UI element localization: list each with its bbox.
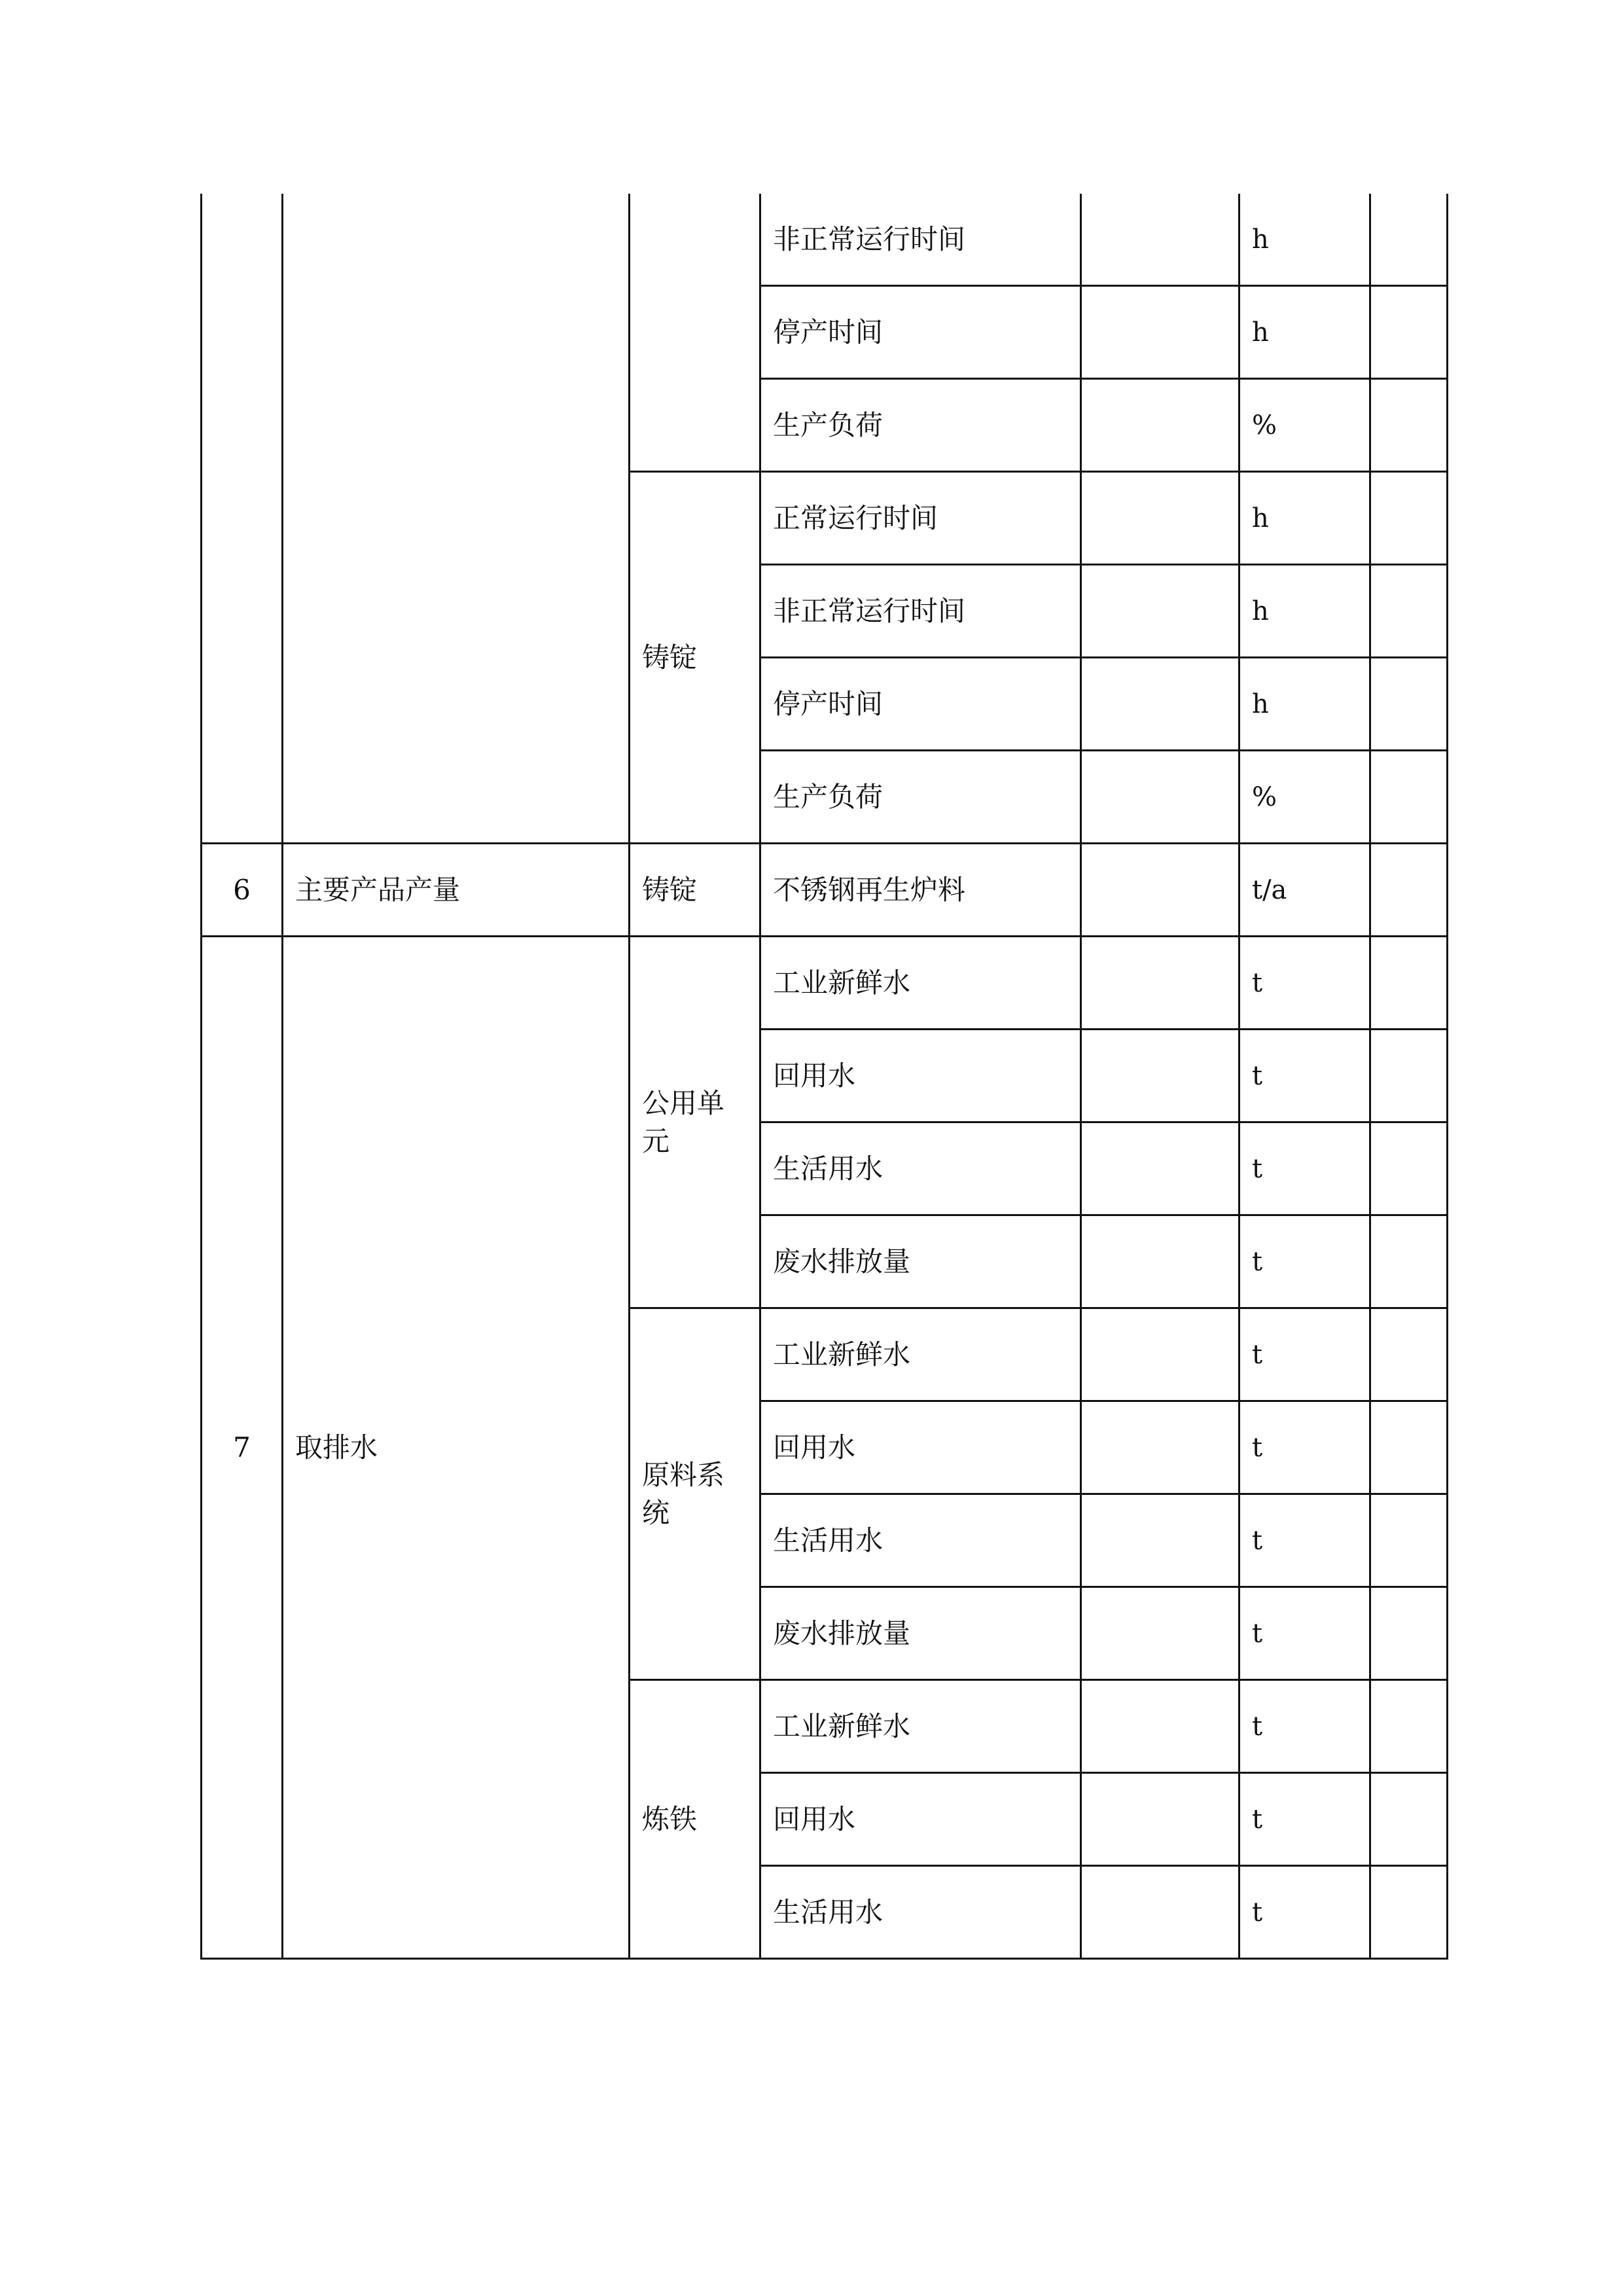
cell-stage: 原料系统 — [630, 1308, 760, 1680]
cell-value[interactable] — [1081, 286, 1240, 379]
cell-item: 工业新鲜水 — [760, 937, 1081, 1030]
cell-remark[interactable] — [1370, 565, 1448, 658]
table-row — [202, 844, 1448, 937]
cell-unit: % — [1240, 379, 1370, 472]
table-row — [202, 937, 1448, 1030]
cell-stage: 公用单元 — [630, 937, 760, 1308]
cell-item: 废水排放量 — [760, 1215, 1081, 1308]
cell-item: 非正常运行时间 — [760, 194, 1081, 286]
cell-remark[interactable] — [1370, 1030, 1448, 1122]
cell-remark[interactable] — [1370, 379, 1448, 472]
cell-unit: t — [1240, 1215, 1370, 1308]
cell-unit: t — [1240, 937, 1370, 1030]
data-table — [200, 194, 1448, 1960]
cell-remark[interactable] — [1370, 658, 1448, 751]
cell-value[interactable] — [1081, 1773, 1240, 1866]
cell-remark[interactable] — [1370, 1308, 1448, 1401]
cell-remark[interactable] — [1370, 1494, 1448, 1587]
cell-item: 正常运行时间 — [760, 472, 1081, 565]
cell-item: 停产时间 — [760, 286, 1081, 379]
cell-category: 主要产品产量 — [283, 844, 630, 937]
cell-stage-continued — [630, 194, 760, 472]
cell-unit: t — [1240, 1866, 1370, 1959]
cell-remark[interactable] — [1370, 937, 1448, 1030]
cell-unit: h — [1240, 194, 1370, 286]
cell-item: 生活用水 — [760, 1494, 1081, 1587]
cell-value[interactable] — [1081, 1494, 1240, 1587]
cell-value[interactable] — [1081, 844, 1240, 937]
cell-item: 生产负荷 — [760, 379, 1081, 472]
cell-unit: h — [1240, 472, 1370, 565]
cell-remark[interactable] — [1370, 286, 1448, 379]
cell-no-continued — [202, 194, 283, 844]
cell-unit: t — [1240, 1587, 1370, 1680]
cell-unit: t — [1240, 1030, 1370, 1122]
cell-value[interactable] — [1081, 1122, 1240, 1215]
cell-unit: h — [1240, 286, 1370, 379]
cell-value[interactable] — [1081, 1030, 1240, 1122]
cell-value[interactable] — [1081, 1587, 1240, 1680]
cell-item: 工业新鲜水 — [760, 1308, 1081, 1401]
cell-item: 废水排放量 — [760, 1587, 1081, 1680]
cell-item: 停产时间 — [760, 658, 1081, 751]
cell-value[interactable] — [1081, 472, 1240, 565]
cell-unit: t — [1240, 1401, 1370, 1494]
cell-remark[interactable] — [1370, 194, 1448, 286]
cell-stage: 铸锭 — [630, 844, 760, 937]
cell-no: 7 — [202, 937, 283, 1959]
cell-stage: 炼铁 — [630, 1680, 760, 1959]
cell-value[interactable] — [1081, 1866, 1240, 1959]
cell-remark[interactable] — [1370, 844, 1448, 937]
cell-unit: t — [1240, 1494, 1370, 1587]
cell-value[interactable] — [1081, 1401, 1240, 1494]
cell-remark[interactable] — [1370, 1773, 1448, 1866]
cell-item: 生活用水 — [760, 1866, 1081, 1959]
cell-category-continued — [283, 194, 630, 844]
cell-value[interactable] — [1081, 937, 1240, 1030]
cell-item: 非正常运行时间 — [760, 565, 1081, 658]
cell-value[interactable] — [1081, 658, 1240, 751]
cell-remark[interactable] — [1370, 1587, 1448, 1680]
cell-item: 不锈钢再生炉料 — [760, 844, 1081, 937]
cell-item: 生产负荷 — [760, 751, 1081, 844]
cell-value[interactable] — [1081, 1308, 1240, 1401]
cell-remark[interactable] — [1370, 751, 1448, 844]
cell-remark[interactable] — [1370, 472, 1448, 565]
cell-unit: t/a — [1240, 844, 1370, 937]
cell-category: 取排水 — [283, 937, 630, 1959]
cell-stage: 铸锭 — [630, 472, 760, 844]
cell-item: 回用水 — [760, 1401, 1081, 1494]
cell-value[interactable] — [1081, 751, 1240, 844]
cell-remark[interactable] — [1370, 1680, 1448, 1773]
cell-item: 回用水 — [760, 1773, 1081, 1866]
cell-remark[interactable] — [1370, 1401, 1448, 1494]
cell-remark[interactable] — [1370, 1866, 1448, 1959]
cell-item: 工业新鲜水 — [760, 1680, 1081, 1773]
cell-item: 回用水 — [760, 1030, 1081, 1122]
table-row — [202, 194, 1448, 286]
cell-no: 6 — [202, 844, 283, 937]
cell-value[interactable] — [1081, 1680, 1240, 1773]
cell-unit: h — [1240, 565, 1370, 658]
cell-value[interactable] — [1081, 379, 1240, 472]
cell-value[interactable] — [1081, 565, 1240, 658]
cell-item: 生活用水 — [760, 1122, 1081, 1215]
cell-unit: h — [1240, 658, 1370, 751]
cell-unit: t — [1240, 1680, 1370, 1773]
cell-value[interactable] — [1081, 1215, 1240, 1308]
cell-remark[interactable] — [1370, 1215, 1448, 1308]
cell-unit: t — [1240, 1773, 1370, 1866]
cell-unit: % — [1240, 751, 1370, 844]
cell-value[interactable] — [1081, 194, 1240, 286]
cell-remark[interactable] — [1370, 1122, 1448, 1215]
cell-unit: t — [1240, 1308, 1370, 1401]
cell-unit: t — [1240, 1122, 1370, 1215]
